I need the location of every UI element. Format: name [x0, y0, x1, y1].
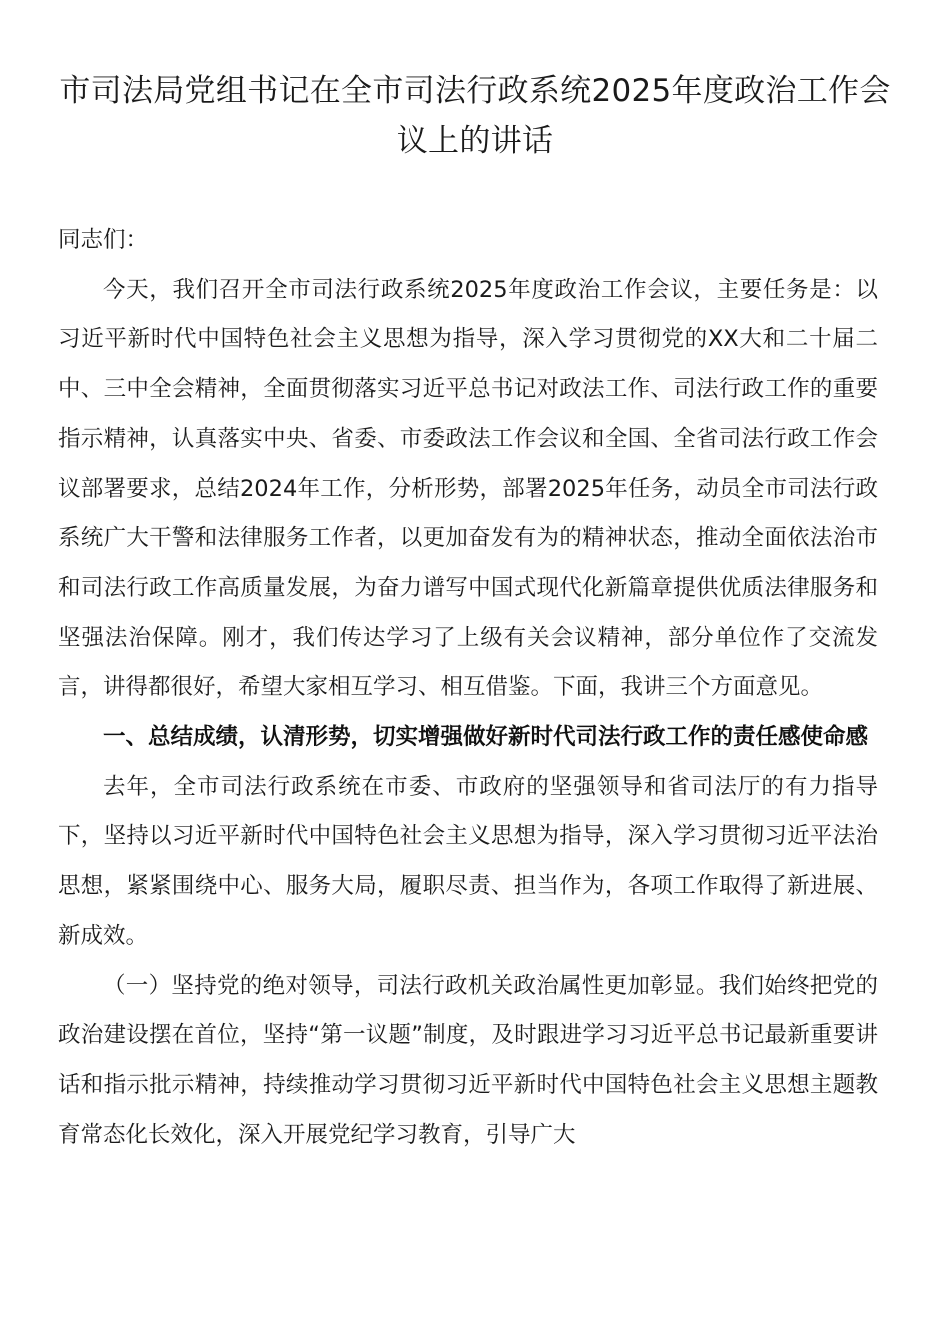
- salutation: 同志们：: [58, 227, 149, 253]
- section-heading-1: 一、总结成绩，认清形势，切实增强做好新时代司法行政工作的责任感使命感: [103, 724, 869, 751]
- document-body: [58, 216, 878, 1160]
- document-title: 市司法局党组书记在全市司法行政系统2025年度政治工作会议上的讲话: [59, 73, 891, 159]
- paragraph-subsection-1: （一）坚持党的绝对领导，司法行政机关政治属性更加彰显。我们始终把党的政治建设摆在首位，坚持“第一议题”制度，及时跟进学习习近平总书记最新重要讲话和指示批示精神，持续推动学习贯彻习近平新时代中国特色社会主义思想主题教育常态化长效化，深入开展党纪学习教育，引导广大: [58, 972, 878, 1148]
- paragraph-review: 去年，全市司法行政系统在市委、市政府的坚强领导和省司法厅的有力指导下，坚持以习近平新时代中国特色社会主义思想为指导，深入学习贯彻习近平法治思想，紧紧围绕中心、服务大局，履职尽责、担当作为，各项工作取得了新进展、新成效。: [58, 773, 878, 949]
- paragraph-opening: 今天，我们召开全市司法行政系统2025年度政治工作会议，主要任务是：以习近平新时代中国特色社会主义思想为指导，深入学习贯彻党的XX大和二十届二中、三中全会精神，全面贯彻落实习近平总书记对政法工作、司法行政工作的重要指示精神，认真落实中央、省委、市委政法工作会议和全国、全省司法行政工作会议部署要求，总结2024年工作，分析形势，部署2025年任务，动员全市司法行政系统广大干警和法律服务工作者，以更加奋发有为的精神状态，推动全面依法治市和司法行政工作高质量发展，为奋力谱写中国式现代化新篇章提供优质法律服务和坚强法治保障。刚才，我们传达学习了上级有关会议精神，部分单位作了交流发言，讲得都很好，希望大家相互学习、相互借鉴。下面，我讲三个方面意见。: [58, 276, 878, 701]
